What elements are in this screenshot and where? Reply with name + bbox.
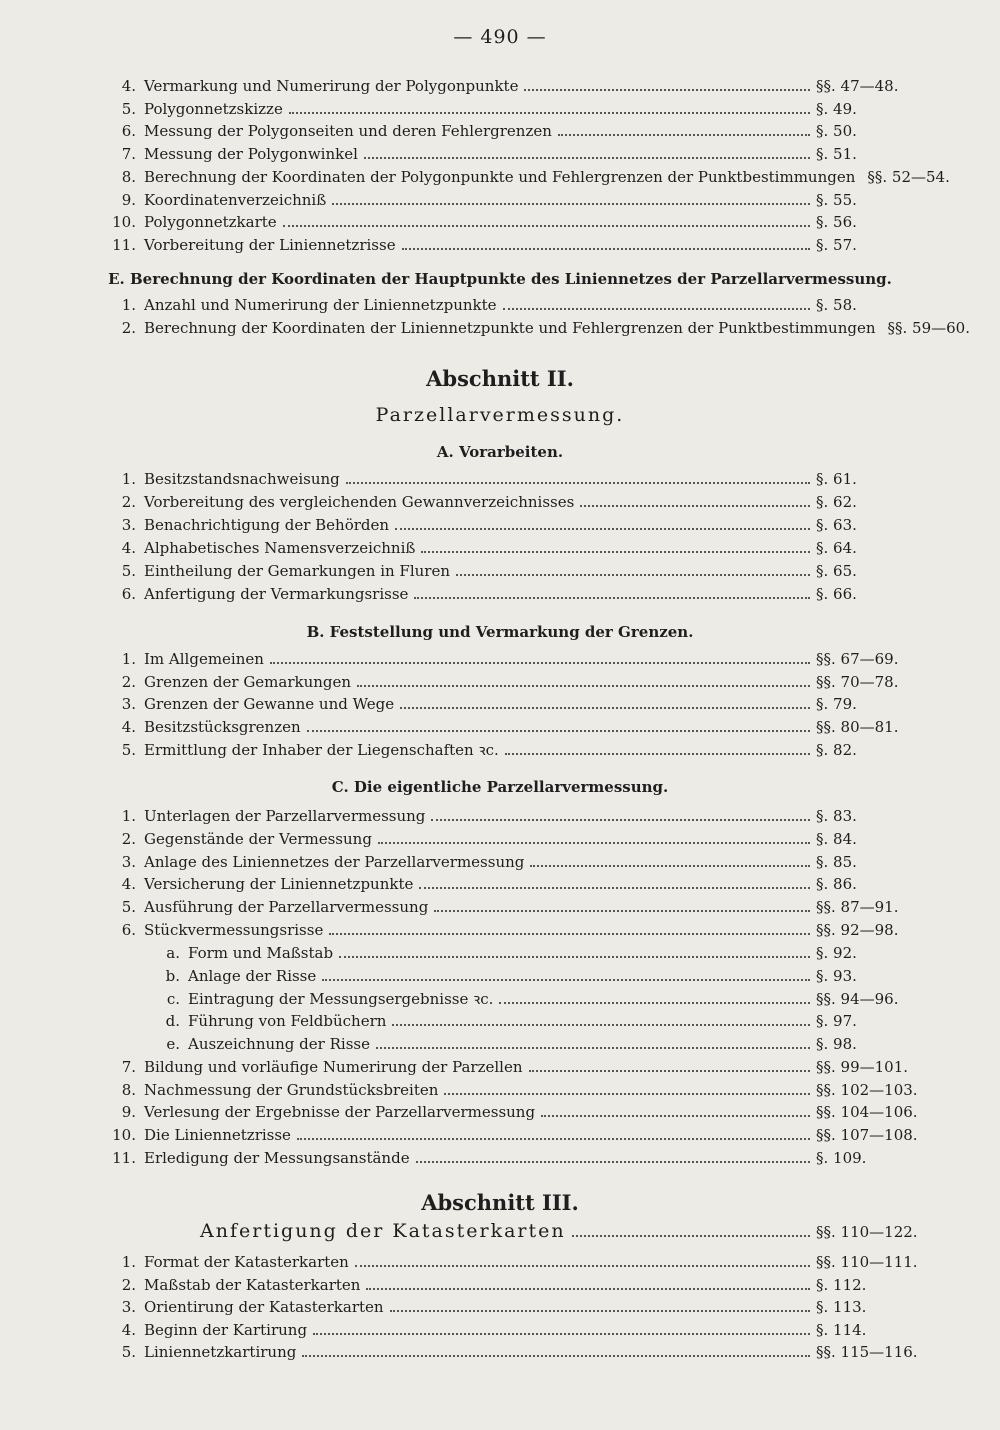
leader-dots [530,855,810,867]
toc-entry [108,673,908,695]
leader-dots [580,495,810,507]
toc-entry-ref: §. 82. [816,741,857,759]
toc-entry-ref: §§. 110—111. [816,1253,918,1271]
toc-entry-title: Maßstab der Katasterkarten [144,1275,361,1294]
toc-entry-ref: §§. 52—54. [867,167,950,186]
toc-entry-title: Führung von Feldbüchern [188,1012,387,1031]
toc-entry-title: Versicherung der Liniennetzpunkte [144,875,414,894]
toc-entry [108,1058,908,1080]
toc-entry [108,1126,918,1148]
leader-dots [419,877,810,889]
leader-dots [346,472,810,484]
toc-entry-number: 4. [121,717,136,736]
leader-dots [572,1223,810,1237]
leader-dots [366,1278,810,1290]
toc-entry-title: Stückvermessungsrisse [144,921,324,939]
toc-entry-ref: §. 62. [816,493,857,511]
toc-entry [108,493,908,515]
toc-entry [108,1253,918,1275]
toc-entry-ref: §. 114. [816,1320,867,1339]
toc-entry [108,1321,908,1343]
leader-dots [329,923,810,935]
leader-dots [529,1060,810,1072]
toc-entry [108,585,908,607]
leader-dots [505,743,810,755]
toc-entry-ref: §. 55. [816,190,857,209]
toc-entry-title: Koordinatenverzeichniß [144,190,327,209]
toc-entry-ref: §. 58. [816,296,857,314]
toc-entry-number: c. [166,990,180,1009]
toc-entry-ref: §. 84. [816,829,857,848]
section-e-heading: E. Berechnung der Koordinaten der Hauptpunkte des Liniennetzes der Parzellarvermessung. [108,270,892,288]
toc-entry-number: 2. [121,1275,136,1294]
toc-entry-number: a. [166,943,180,962]
toc-entry-title: Polygonnetzskizze [144,99,283,118]
toc-entry-ref: §. 85. [816,852,857,871]
toc-entry-ref: §. 92. [816,943,857,962]
toc-entry [108,1298,908,1320]
toc-entry-number: b. [165,966,180,985]
toc-entry-ref: §. 83. [816,807,857,825]
toc-entry-ref: §§. 104—106. [816,1103,918,1122]
toc-entry-title: Anlage der Risse [188,966,317,985]
toc-entry-ref: §. 64. [816,539,857,557]
toc-entry-ref: §. 50. [816,122,857,141]
abschnitt-3-title: Anfertigung der Katasterkarten [200,1220,566,1242]
toc-entry-number: 5. [121,99,136,118]
leader-dots [289,102,810,114]
abschnitt-2-heading: Abschnitt II. [426,366,574,391]
toc-entry-title: Bildung und vorläufige Numerirung der Parzellen [144,1057,523,1076]
leader-dots [558,124,810,136]
toc-entry-title: Ermittlung der Inhaber der Liegenschaften ꝛc. [144,741,499,759]
toc-entry-ref: §§. 94—96. [816,990,899,1009]
toc-entry-ref: §§. 99—101. [816,1057,909,1076]
toc-entry-title: Vermarkung und Numerirung der Polygonpunkte [144,77,519,95]
leader-dots [392,1014,810,1026]
toc-entry-number: 2. [121,493,136,511]
leader-dots [322,969,810,981]
toc-entry-title: Format der Katasterkarten [144,1253,349,1271]
toc-entry-ref: §§. 115—116. [816,1343,918,1361]
leader-dots [395,518,810,530]
toc-entry-ref: §§. 92—98. [816,921,899,939]
toc-entry [108,77,908,99]
leader-dots [499,992,810,1004]
leader-dots [302,1345,810,1357]
toc-entry-number: 4. [121,539,136,557]
toc-entry [108,236,908,258]
toc-entry [108,650,908,672]
toc-entry-number: d. [165,1012,180,1031]
toc-entry [108,1035,908,1057]
toc-entry [108,122,908,144]
toc-entry-number: e. [166,1035,180,1053]
abschnitt-2-title: Parzellarvermessung. [375,404,625,426]
leader-dots [357,675,810,687]
toc-entry-title: Nachmessung der Grundstücksbreiten [144,1080,439,1099]
toc-entry-number: 3. [121,695,136,713]
toc-entry-number: 10. [112,1126,136,1145]
leader-dots [378,832,810,844]
leader-dots [283,215,810,227]
toc-entry [108,1103,918,1125]
toc-entry [108,539,908,561]
toc-entry-number: 5. [121,898,136,917]
leader-dots [503,298,810,310]
leader-dots [524,79,810,91]
toc-entry-number: 2. [121,319,136,337]
section-a-heading: A. Vorarbeiten. [436,443,564,461]
toc-entry-number: 8. [121,167,136,186]
toc-entry-title: Vorbereitung des vergleichenden Gewannverzeichnisses [144,493,575,511]
toc-entry-title: Anlage des Liniennetzes der Parzellarvermessung [144,852,525,871]
toc-entry-number: 11. [112,235,136,254]
toc-entry-number: 7. [121,1057,136,1076]
toc-entry-title: Benachrichtigung der Behörden [144,516,390,534]
toc-entry-title: Vorbereitung der Liniennetzrisse [144,235,396,254]
toc-entry [108,1012,908,1034]
toc-entry-ref: §§. 107—108. [816,1126,918,1145]
leader-dots [332,193,810,205]
leader-dots [270,652,810,664]
toc-entry-title: Liniennetzkartirung [144,1343,297,1361]
toc-entry [108,989,908,1011]
toc-entry-ref: §§. 67—69. [816,650,899,668]
toc-entry-number: 1. [121,650,136,668]
toc-entry [108,921,908,943]
toc-entry-ref: §. 79. [816,695,857,713]
toc-entry-number: 4. [121,77,136,95]
toc-entry-title: Grenzen der Gemarkungen [144,672,352,691]
toc-entry-ref: §. 51. [816,145,857,164]
leader-dots [376,1037,810,1049]
toc-entry-number: 4. [121,875,136,894]
toc-entry [108,145,908,167]
toc-entry [108,213,908,235]
leader-dots [307,720,810,732]
toc-entry [108,807,908,829]
toc-entry-ref: §§. 102—103. [816,1080,918,1099]
toc-entry-number: 5. [121,1343,136,1361]
toc-entry-title: Besitzstandsnachweisung [144,470,340,488]
toc-entry [108,1149,908,1171]
toc-entry [108,944,908,966]
toc-entry-ref: §. 57. [816,235,857,254]
leader-dots [313,1323,810,1335]
toc-entry [108,898,908,920]
toc-entry-ref: §. 109. [816,1149,867,1167]
toc-entry-number: 1. [121,470,136,488]
toc-entry-number: 1. [121,296,136,314]
toc-entry-number: 3. [121,852,136,871]
toc-entry-title: Alphabetisches Namensverzeichniß [144,539,416,557]
toc-entry-ref: §§. 59—60. [887,319,970,337]
toc-entry-title: Berechnung der Koordinaten der Polygonpunkte und Fehlergrenzen der Punktbestimmungen [144,167,856,186]
toc-entry-title: Im Allgemeinen [144,650,264,668]
toc-entry-title: Polygonnetzkarte [144,213,277,232]
leader-dots [390,1300,810,1312]
leader-dots [431,809,810,821]
toc-entry-number: 2. [121,672,136,691]
toc-entry-title: Messung der Polygonseiten und deren Fehlergrenzen [144,122,552,141]
leader-dots [400,697,810,709]
leader-dots [541,1105,810,1117]
toc-entry-ref: §§. 80—81. [816,717,899,736]
toc-entry-number: 5. [121,562,136,580]
toc-entry [108,100,908,122]
toc-entry-title: Form und Maßstab [188,943,334,962]
toc-entry-ref: §. 112. [816,1275,867,1294]
toc-entry-title: Unterlagen der Parzellarvermessung [144,807,426,825]
toc-entry-title: Orientirung der Katasterkarten [144,1298,384,1316]
toc-entry-ref: §. 93. [816,966,857,985]
toc-entry-ref: §. 65. [816,562,857,580]
toc-entry-ref: §§. 47—48. [816,77,899,95]
toc-entry [108,695,908,717]
toc-entry [108,1343,918,1365]
toc-entry [108,296,908,318]
toc-entry-title: Ausführung der Parzellarvermessung [144,898,429,917]
toc-entry-number: 3. [121,516,136,534]
toc-entry-title: Anzahl und Numerirung der Liniennetzpunkte [144,296,497,314]
leader-dots [434,900,810,912]
leader-dots [414,587,810,599]
toc-entry-number: 6. [121,585,136,603]
toc-entry-ref: §. 98. [816,1035,857,1053]
leader-dots [355,1255,810,1267]
toc-entry [108,319,970,341]
toc-entry [108,1276,908,1298]
toc-entry-title: Verlesung der Ergebnisse der Parzellarvermessung [144,1103,536,1122]
toc-entry-number: 1. [121,807,136,825]
toc-entry-title: Eintragung der Messungsergebnisse ꝛc. [188,990,494,1009]
toc-entry [108,875,908,897]
leader-dots [402,238,810,250]
toc-entry-ref: §. 63. [816,516,857,534]
leader-dots [297,1128,810,1140]
leader-dots [421,541,810,553]
toc-entry-title: Beginn der Kartirung [144,1320,308,1339]
toc-entry-title: Erledigung der Messungsanstände [144,1149,410,1167]
section-b-heading: B. Feststellung und Vermarkung der Grenzen. [306,623,694,641]
toc-entry-title: Gegenstände der Vermessung [144,829,372,848]
toc-entry-title: Auszeichnung der Risse [188,1035,370,1053]
toc-entry-number: 9. [121,190,136,209]
leader-dots [444,1083,810,1095]
leader-dots [364,147,810,159]
toc-entry-title: Anfertigung der Vermarkungsrisse [144,585,409,603]
toc-entry [108,830,908,852]
toc-entry-number: 10. [112,213,136,232]
page-number: — 490 — [453,26,547,48]
toc-entry-ref: §§. 70—78. [816,672,899,691]
toc-entry-ref: §. 56. [816,213,857,232]
toc-entry-number: 5. [121,741,136,759]
toc-entry-ref: §. 66. [816,585,857,603]
toc-entry-title: Die Liniennetzrisse [144,1126,291,1145]
leader-dots [456,564,810,576]
toc-entry-number: 6. [121,122,136,141]
toc-entry-number: 7. [121,145,136,164]
toc-entry-ref: §. 49. [816,99,857,118]
toc-entry-ref: §. 113. [816,1298,867,1316]
toc-entry-number: 2. [121,829,136,848]
toc-entry-title: Grenzen der Gewanne und Wege [144,695,395,713]
toc-entry [108,740,908,762]
toc-entry-title: Berechnung der Koordinaten der Liniennetzpunkte und Fehlergrenzen der Punktbestimmungen [144,319,876,337]
leader-dots [416,1151,810,1163]
toc-entry [108,516,908,538]
toc-entry-title: Besitzstücksgrenzen [144,717,301,736]
toc-entry [108,470,908,492]
toc-entry [108,718,908,740]
toc-entry-ref: §. 86. [816,875,857,894]
toc-entry-ref: §§. 87—91. [816,898,899,917]
toc-entry [108,562,908,584]
toc-entry-number: 11. [112,1149,136,1167]
toc-entry-number: 6. [121,921,136,939]
toc-entry [108,191,908,213]
toc-entry-title: Eintheilung der Gemarkungen in Fluren [144,562,450,580]
toc-entry-number: 9. [121,1103,136,1122]
toc-entry-number: 3. [121,1298,136,1316]
toc-entry-number: 1. [121,1253,136,1271]
section-c-heading: C. Die eigentliche Parzellarvermessung. [331,778,669,796]
abschnitt-3-heading: Abschnitt III. [421,1190,579,1215]
leader-dots [339,946,810,958]
toc-entry-title: Messung der Polygonwinkel [144,145,358,164]
toc-entry [108,967,908,989]
toc-entry [108,167,950,190]
abschnitt-3-title-line [200,1220,918,1246]
toc-entry-ref: §. 61. [816,470,857,488]
toc-entry [108,1080,918,1103]
toc-entry-ref: §. 97. [816,1012,857,1031]
abschnitt-3-ref: §§. 110—122. [816,1223,918,1241]
toc-entry [108,853,908,875]
toc-entry-number: 8. [121,1080,136,1099]
toc-entry-number: 4. [121,1320,136,1339]
